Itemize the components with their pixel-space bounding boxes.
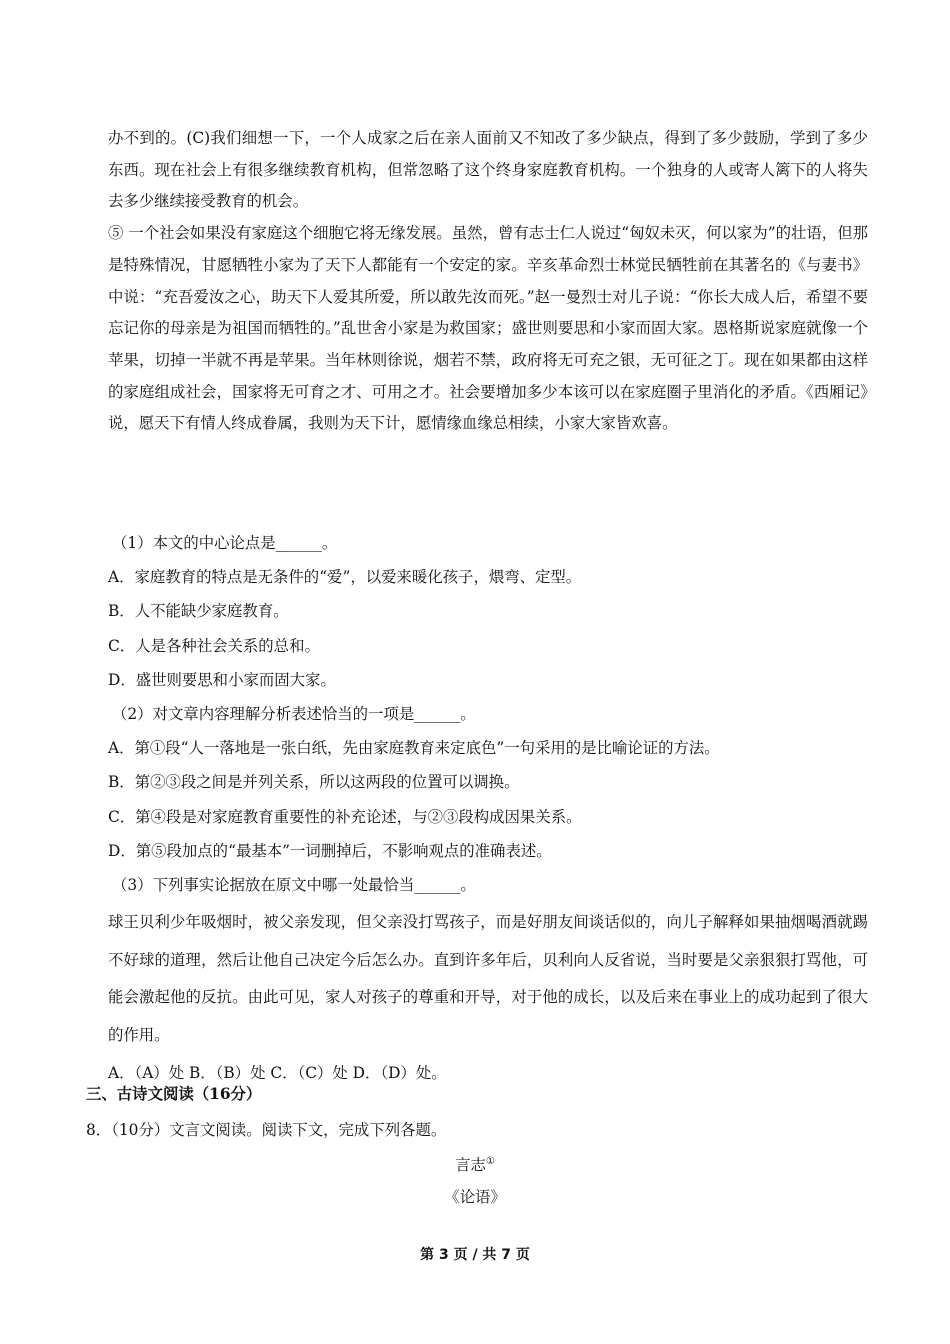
question-8-stem: 8．（10分）文言文阅读。阅读下文，完成下列各题。 — [86, 1121, 447, 1139]
classical-text-title — [0, 1150, 950, 1177]
question-2-option-b: B．第②③段之间是并列关系，所以这两段的位置可以调换。 — [108, 773, 520, 792]
question-2-option-d: D．第⑤段加点的“最基本”一词删掉后，不影响观点的准确表述。 — [108, 841, 552, 860]
classical-title-text: 言志 — [455, 1156, 486, 1175]
question-2-option-c: C．第④段是对家庭教育重要性的补充论述，与②③段构成因果关系。 — [108, 807, 582, 826]
question-3-options: A．（A）处 B．（B）处 C．（C）处 D．（D）处。 — [108, 1064, 447, 1083]
question-1-option-b: B．人不能缺少家庭教育。 — [108, 602, 289, 621]
question-3-stem: （3）下列事实论据放在原文中哪一处最恰当______。 — [112, 875, 476, 894]
classical-text-source: 《论语》 — [444, 1188, 506, 1206]
fact-text: 球王贝利少年吸烟时，被父亲发现，但父亲没打骂孩子，而是好朋友间谈话似的，向儿子解释如果抽烟喝酒就踢不好球的道理，然后让他自己决定今后怎么办。直到许多年后，贝利向人反省说，当时要是父亲狠狠打骂他，可能会激起他的反抗。由此可见，家人对孩子的尊重和开导，对于他的成长，以及后来在事业上的成功起到了很大的作用。 — [108, 913, 868, 1044]
question-1-option-a: A．家庭教育的特点是无条件的“爱”，以爱来暖化孩子，煨弯、定型。 — [108, 568, 582, 587]
reading-passage — [108, 123, 868, 440]
question-1-option-d: D．盛世则要思和小家而固大家。 — [108, 670, 336, 689]
question-3-fact — [108, 904, 868, 1054]
passage-paragraph-5: ⑤ 一个社会如果没有家庭这个细胞它将无缘发展。虽然，曾有志士仁人说过“匈奴未灭，何以家为”的壮语，但那是特殊情况，甘愿牺牲小家为了天下人都能有一个安定的家。辛亥革命烈士林觉民牺牲前在其著名的《与妻书》中说：“充吾爱汝之心，助天下人爱其所爱，所以敢先汝而死。”赵一曼烈士对儿子说：“你长大成人后，希望不要忘记你的母亲是为祖国而牺牲的。”乱世舍小家是为救国家；盛世则要思和小家而固大家。恩格斯说家庭就像一个苹果，切掉一半就不再是苹果。当年林则徐说，烟若不禁，政府将无可充之银，无可征之丁。现在如果都由这样的家庭组成社会，国家将无可育之才、可用之才。社会要增加多少本该可以在家庭圈子里消化的矛盾。《西厢记》说，愿天下有情人终成眷属，我则为天下计，愿情缘血缘总相续，小家大家皆欢喜。 — [108, 224, 868, 433]
question-1-stem: （1）本文的中心论点是______。 — [112, 534, 338, 552]
question-2-stem: （2）对文章内容理解分析表述恰当的一项是______。 — [112, 704, 476, 723]
footnote-marker: ① — [485, 1156, 495, 1167]
question-block — [108, 526, 868, 1092]
question-2-option-a: A．第①段“人一落地是一张白纸，先由家庭教育来定底色”一句采用的是比喻论证的方法。 — [108, 739, 720, 758]
section-heading: 三、古诗文阅读（16分） — [86, 1085, 262, 1103]
passage-paragraph-continued: 办不到的。(C)我们细想一下，一个人成家之后在亲人面前又不知改了多少缺点，得到了多少鼓励，学到了多少东西。现在社会上有很多继续教育机构，但常忽略了这个终身家庭教育机构。一个独身的人或寄人篱下的人将失去多少继续接受教育的机会。 — [108, 129, 868, 211]
question-1-option-c: C．人是各种社会关系的总和。 — [108, 636, 320, 655]
page-footer: 第 3 页 / 共 7 页 — [420, 1247, 530, 1263]
